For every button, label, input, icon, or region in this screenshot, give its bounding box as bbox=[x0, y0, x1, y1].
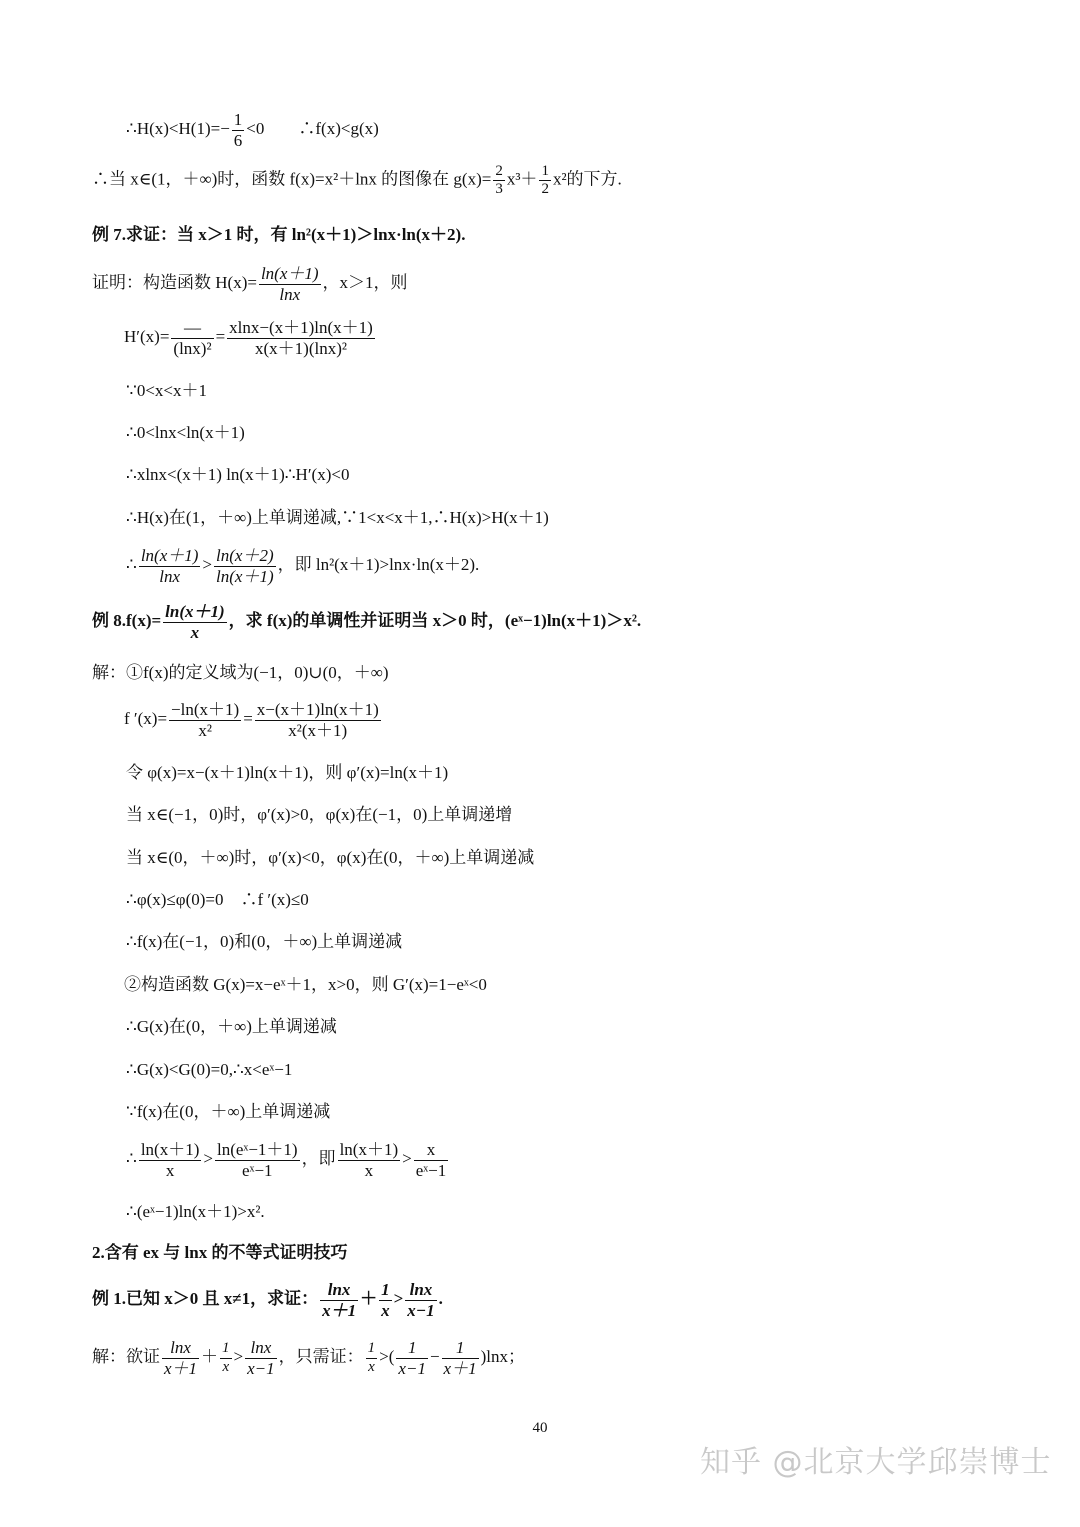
math-line: ∴当 x∈(1，＋∞)时，函数 f(x)=x²＋lnx 的图像在 g(x)= $\frac{2}{3}$ x³＋ $\frac{1}{2}$ x²的下方. bbox=[92, 163, 622, 198]
math-line: f ′(x)= $\frac{-\ln(x+1)}{\text{x²}}$ = $\frac{x-(x+1)\ln(x+1)}{\text{x²(x＋1)}}$ bbox=[124, 700, 379, 740]
math-line: 当 x∈(0，＋∞)时，φ′(x)<0，φ(x)在(0，＋∞)上单调递减 bbox=[126, 848, 535, 867]
fraction: $\frac{\ln x}{x-1}$ bbox=[407, 1280, 435, 1320]
fraction: $\frac{\ln(x+1)}{\ln x}$ bbox=[140, 546, 199, 586]
fraction: $\frac{\ln(x+1)}{x}$ bbox=[339, 1140, 399, 1180]
fraction: $\frac{\ln(x+1)}{x}$ bbox=[165, 602, 225, 642]
math-line: ∴ $\frac{\ln(x+1)}{\ln x}$ > $\frac{\ln(x+2)}{\ln(x+1)}$ ，即 ln²(x＋1)>lnx·ln(x＋2). bbox=[126, 546, 480, 586]
math-line: 证明：构造函数 H(x)= $\frac{\ln(x+1)}{\ln x}$ ，x＞1，则 bbox=[92, 264, 408, 304]
math-line: ∵f(x)在(0，＋∞)上单调递减 bbox=[126, 1102, 331, 1121]
fraction: $\frac{xlnx-(x+1)\ln(x+1)}{\text{x(x＋1)(lnx)²}}$ bbox=[229, 318, 373, 358]
fraction: $\frac{2}{3}$ bbox=[495, 163, 503, 198]
example-7-title: 例 7.求证：当 x＞1 时，有 ln²(x＋1)＞lnx·ln(x＋2). bbox=[92, 225, 466, 244]
math-line: ∴G(x)在(0，＋∞)上单调递减 bbox=[126, 1017, 337, 1036]
math-line: ②构造函数 G(x)=x−eˣ＋1，x>0，则 G′(x)=1−eˣ<0 bbox=[124, 975, 487, 994]
fraction: $\frac{-\ln(x+1)}{\text{x²}}$ bbox=[171, 700, 240, 740]
math-line: ∴G(x)<G(0)=0,∴x<eˣ−1 bbox=[126, 1060, 293, 1079]
fraction: $\frac{\ln(x+1)}{x}$ bbox=[140, 1140, 200, 1180]
fraction: $\frac{\text{ln(eˣ−1＋1)}}{\text{eˣ−1}}$ bbox=[216, 1140, 298, 1180]
math-line: 令 φ(x)=x−(x＋1)ln(x＋1)，则 φ′(x)=ln(x＋1) bbox=[126, 763, 449, 782]
section-2-title: 2.含有 ex 与 lnx 的不等式证明技巧 bbox=[92, 1243, 348, 1262]
math-line: 解：欲证 $\frac{\ln x}{x+1}$ ＋ $\frac{1}{x}$ > $\frac{\ln x}{x-1}$ ，只需证： $\frac{1}{x}$ >( $\frac{1}{x-1}$ − $\frac{1}{x+1}$ )lnx； bbox=[92, 1338, 525, 1378]
fraction: $\frac{x-(x+1)\ln(x+1)}{\text{x²(x＋1)}}$ bbox=[256, 700, 379, 740]
example-8-title: 例 8.f(x)= $\frac{\ln(x+1)}{x}$ ，求 f(x)的单调性并证明当 x＞0 时，(eˣ−1)ln(x＋1)＞x². bbox=[92, 602, 642, 642]
math-line: ∵0<x<x＋1 bbox=[126, 381, 207, 400]
fraction: $\frac{\ln x}{x+1}$ bbox=[164, 1338, 198, 1378]
math-line: ∴φ(x)≤φ(0)=0 ∴f ′(x)≤0 bbox=[126, 890, 309, 909]
math-line: ∴xlnx<(x＋1) ln(x＋1)∴H′(x)<0 bbox=[126, 465, 350, 484]
fraction: $\frac{1}{x+1}$ bbox=[443, 1338, 477, 1378]
watermark: 知乎 @北京大学邱崇博士 bbox=[700, 1445, 1052, 1480]
fraction: $\frac{—}{\text{(lnx)²}}$ bbox=[173, 318, 212, 358]
fraction: $\frac{\ln(x+2)}{\ln(x+1)}$ bbox=[216, 546, 274, 586]
math-line: 解：①f(x)的定义域为(−1，0)∪(0，＋∞) bbox=[92, 663, 389, 682]
math-line: ∴(eˣ−1)ln(x＋1)>x². bbox=[126, 1202, 265, 1221]
fraction: $\frac{\ln x}{x-1}$ bbox=[247, 1338, 275, 1378]
fraction: $\frac{1}{x}$ bbox=[381, 1280, 390, 1320]
page-number: 40 bbox=[532, 1420, 548, 1436]
fraction: $\frac{1}{6}$ bbox=[233, 110, 243, 150]
example-1-title: 例 1.已知 x＞0 且 x≠1，求证： $\frac{\ln x}{x+1}$ ＋ $\frac{1}{x}$ > $\frac{\ln x}{x-1}$ . bbox=[92, 1280, 443, 1320]
math-line: H′(x)= $\frac{—}{\text{(lnx)²}}$ = $\frac{xlnx-(x+1)\ln(x+1)}{\text{x(x＋1)(lnx)²}}$ bbox=[124, 318, 373, 358]
math-line: ∴0<lnx<ln(x＋1) bbox=[126, 423, 245, 442]
math-line: ∴f(x)在(−1，0)和(0，＋∞)上单调递减 bbox=[126, 932, 403, 951]
fraction: $\frac{1}{x}$ bbox=[367, 1340, 376, 1375]
fraction: $\frac{\ln x}{x+1}$ bbox=[322, 1280, 357, 1320]
math-line: ∴ $\frac{\ln(x+1)}{x}$ > $\frac{\text{ln(eˣ−1＋1)}}{\text{eˣ−1}}$ ，即 $\frac{\ln(x+1)}{x}$ > $\frac{x}{\text{eˣ−1}}$ bbox=[126, 1140, 447, 1180]
math-line: ∴H(x)在(1，＋∞)上单调递减,∵1<x<x＋1,∴H(x)>H(x＋1) bbox=[126, 508, 549, 527]
fraction: $\frac{1}{x-1}$ bbox=[398, 1338, 426, 1378]
fraction: $\frac{x}{\text{eˣ−1}}$ bbox=[415, 1140, 447, 1180]
math-line: ∴H(x)<H(1)=− $\frac{1}{6}$ <0 ∴f(x)<g(x) bbox=[126, 110, 379, 150]
fraction: $\frac{\ln(x+1)}{\ln x}$ bbox=[260, 264, 319, 304]
fraction: $\frac{1}{2}$ bbox=[541, 163, 549, 198]
math-line: 当 x∈(−1，0)时，φ′(x)>0，φ(x)在(−1，0)上单调递增 bbox=[126, 805, 513, 824]
fraction: $\frac{1}{x}$ bbox=[222, 1340, 230, 1375]
